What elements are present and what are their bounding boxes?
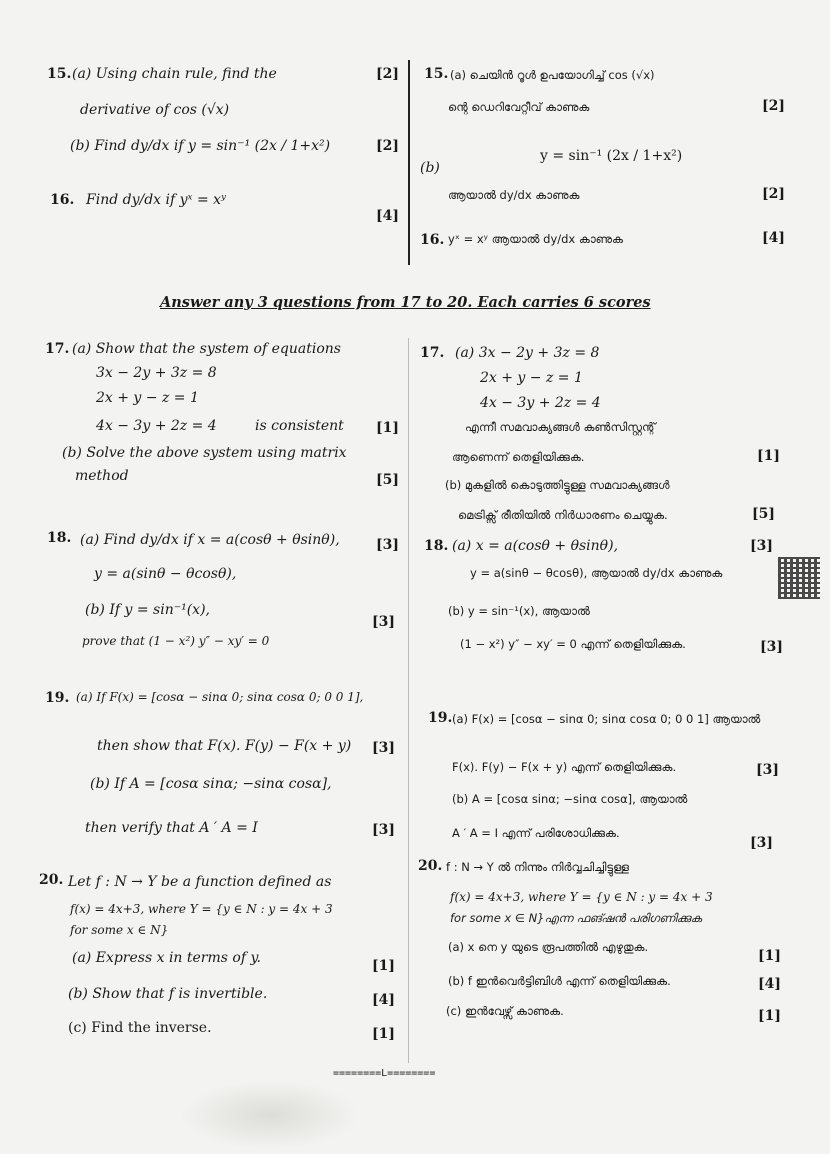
q15a-text-2: derivative of cos (√x) (80, 102, 230, 118)
q18a-text-2: y = a(sinθ − θcosθ), (94, 566, 237, 582)
r-q20c-mark: [1] (758, 1008, 781, 1024)
r-q17a-text-2: ആണെന്ന് തെളിയിക്കുക. (452, 450, 585, 464)
q19b-mark: [3] (372, 822, 395, 838)
q19a-text: (a) If F(x) = [cosα − sinα 0; sinα cosα 0; 0 0 1], (76, 690, 364, 704)
q18a-text: (a) Find dy/dx if x = a(cosθ + θsinθ), (80, 532, 340, 548)
r-q20a-mark: [1] (758, 948, 781, 964)
r-q17-eq1: (a) 3x − 2y + 3z = 8 (455, 345, 600, 361)
q18b-text: (b) If y = sin⁻¹(x), (85, 602, 210, 618)
q18b-text-2: prove that (1 − x²) y″ − xy′ = 0 (82, 634, 270, 648)
q17a-text: (a) Show that the system of equations (72, 341, 341, 357)
r-q15a-text: (a) ചെയിൻ റൂൾ ഉപയോഗിച്ച് cos (√x) (450, 68, 655, 82)
q17-number: 17. (45, 341, 70, 357)
r-q17-eq2: 2x + y − z = 1 (480, 370, 583, 386)
q20-line1: Let f : N → Y be a function defined as (68, 874, 332, 890)
r-q15b-text: ആയാൽ dy/dx കാണുക (448, 188, 580, 202)
q20b-mark: [4] (372, 992, 395, 1008)
q19a-mark: [3] (372, 740, 395, 756)
r-q18a-mark: [3] (750, 538, 773, 554)
r-q18a-text-2: y = a(sinθ − θcosθ), ആയാൽ dy/dx കാണുക (470, 566, 723, 580)
qr-code-icon (778, 557, 820, 599)
q20c-mark: [1] (372, 1026, 395, 1042)
r-q19a-text: (a) F(x) = [cosα − sinα 0; sinα cosα 0; 0 0 1] ആയാൽ (452, 712, 761, 726)
r-q18-number: 18. (424, 538, 449, 554)
q15a-text: (a) Using chain rule, find the (72, 66, 277, 82)
r-q20-line2: f(x) = 4x+3, where Y = {y ∈ N : y = 4x + 3 (450, 890, 713, 904)
r-q20c-text: (c) ഇൻവേഴ്സ് കാണുക. (446, 1004, 564, 1018)
q17b-text-2: method (75, 468, 129, 484)
q19b-text-2: then verify that A ′ A = I (85, 820, 258, 836)
r-q20a-text: (a) x നെ y യുടെ രൂപത്തിൽ എഴുതുക. (448, 940, 649, 954)
q17-eq1: 3x − 2y + 3z = 8 (96, 365, 217, 381)
r-q18b-text: (b) y = sin⁻¹(x), ആയാൽ (448, 604, 590, 618)
q18b-mark: [3] (372, 614, 395, 630)
r-q17-number: 17. (420, 345, 445, 361)
q19-number: 19. (45, 690, 70, 706)
r-q16-mark: [4] (762, 230, 785, 246)
q16-text: Find dy/dx if yˣ = xʸ (86, 192, 227, 208)
page-footer: ========L======== (333, 1068, 436, 1079)
q20b-text: (b) Show that f is invertible. (68, 986, 268, 1002)
r-q20-line3: for some x ∈ N}എന്ന ഫങ്ഷൻ പരിഗണിക്കുക (450, 911, 702, 925)
r-q16-number: 16. (420, 232, 445, 248)
column-divider (408, 60, 410, 265)
q15b-mark: [2] (376, 138, 399, 154)
q17-eq3: 4x − 3y + 2z = 4 (96, 418, 217, 434)
r-q19b-mark: [3] (750, 835, 773, 851)
r-q17b-text-2: മെട്രിക്സ് രീതിയിൽ നിർധാരണം ചെയ്യുക. (458, 508, 668, 522)
q15b-text: (b) Find dy/dx if y = sin⁻¹ (2x / 1+x²) (70, 138, 331, 154)
q18-number: 18. (47, 530, 72, 546)
r-q15b-mark: [2] (762, 186, 785, 202)
q20c-text: (c) Find the inverse. (68, 1020, 212, 1036)
column-divider-faint (408, 338, 409, 1063)
q20a-mark: [1] (372, 958, 395, 974)
q17a-mark: [1] (376, 420, 399, 436)
r-q17b-text: (b) മുകളിൽ കൊടുത്തിട്ടുള്ള സമവാക്യങ്ങൾ (445, 478, 670, 492)
q19b-text: (b) If A = [cosα sinα; −sinα cosα], (90, 776, 332, 792)
r-q18a-text: (a) x = a(cosθ + θsinθ), (452, 538, 619, 554)
q16-mark: [4] (376, 208, 399, 224)
q17-eq2: 2x + y − z = 1 (96, 390, 199, 406)
r-q20b-text: (b) f ഇൻവെർട്ടിബിൾ എന്ന് തെളിയിക്കുക. (448, 974, 671, 988)
q20-line2: f(x) = 4x+3, where Y = {y ∈ N : y = 4x + 3 (70, 902, 333, 916)
r-q17b-mark: [5] (752, 506, 775, 522)
r-q19a-text-2: F(x). F(y) − F(x + y) എന്ന് തെളിയിക്കുക. (452, 760, 677, 774)
r-q15b-eq: y = sin⁻¹ (2x / 1+x²) (540, 148, 683, 164)
paper-stain (180, 1080, 360, 1150)
q17b-mark: [5] (376, 472, 399, 488)
r-q16-text: yˣ = xʸ ആയാൽ dy/dx കാണുക (448, 232, 624, 246)
r-q15-number: 15. (424, 66, 449, 82)
r-q17a-text: എന്നീ സമവാക്യങ്ങൾ കൺസിസ്റ്റന്റ് (465, 420, 656, 434)
q18a-mark: [3] (376, 537, 399, 553)
r-q20-line1: f : N → Y ൽ നിന്നും നിർവ്വചിച്ചിട്ടുള്ള (446, 860, 629, 874)
q17b-text: (b) Solve the above system using matrix (62, 445, 347, 461)
q20-line3: for some x ∈ N} (70, 923, 169, 937)
r-q20-number: 20. (418, 858, 443, 874)
r-q17-eq3: 4x − 3y + 2z = 4 (480, 395, 601, 411)
q15a-mark: [2] (376, 66, 399, 82)
r-q18b-mark: [3] (760, 639, 783, 655)
r-q18b-text-2: (1 − x²) y″ − xy′ = 0 എന്ന് തെളിയിക്കുക. (460, 637, 686, 651)
r-q19b-text-2: A ′ A = I എന്ന് പരിശോധിക്കുക. (452, 826, 620, 840)
q20a-text: (a) Express x in terms of y. (72, 950, 261, 966)
r-q20b-mark: [4] (758, 976, 781, 992)
r-q19a-mark: [3] (756, 762, 779, 778)
section-heading: Answer any 3 questions from 17 to 20. Each carries 6 scores (160, 294, 651, 311)
r-q17a-mark: [1] (757, 448, 780, 464)
q19a-text-2: then show that F(x). F(y) − F(x + y) (97, 738, 352, 754)
q20-number: 20. (39, 872, 64, 888)
q16-number: 16. (50, 192, 75, 208)
r-q19b-text: (b) A = [cosα sinα; −sinα cosα], ആയാൽ (452, 792, 688, 806)
r-q19-number: 19. (428, 710, 453, 726)
q15-number: 15. (47, 66, 72, 82)
r-q15b-label: (b) (420, 160, 440, 176)
q17-consistent: is consistent (255, 418, 344, 434)
r-q15a-mark: [2] (762, 98, 785, 114)
r-q15a-text-2: ന്റെ ഡെറിവേറ്റീവ് കാണുക (448, 100, 590, 114)
